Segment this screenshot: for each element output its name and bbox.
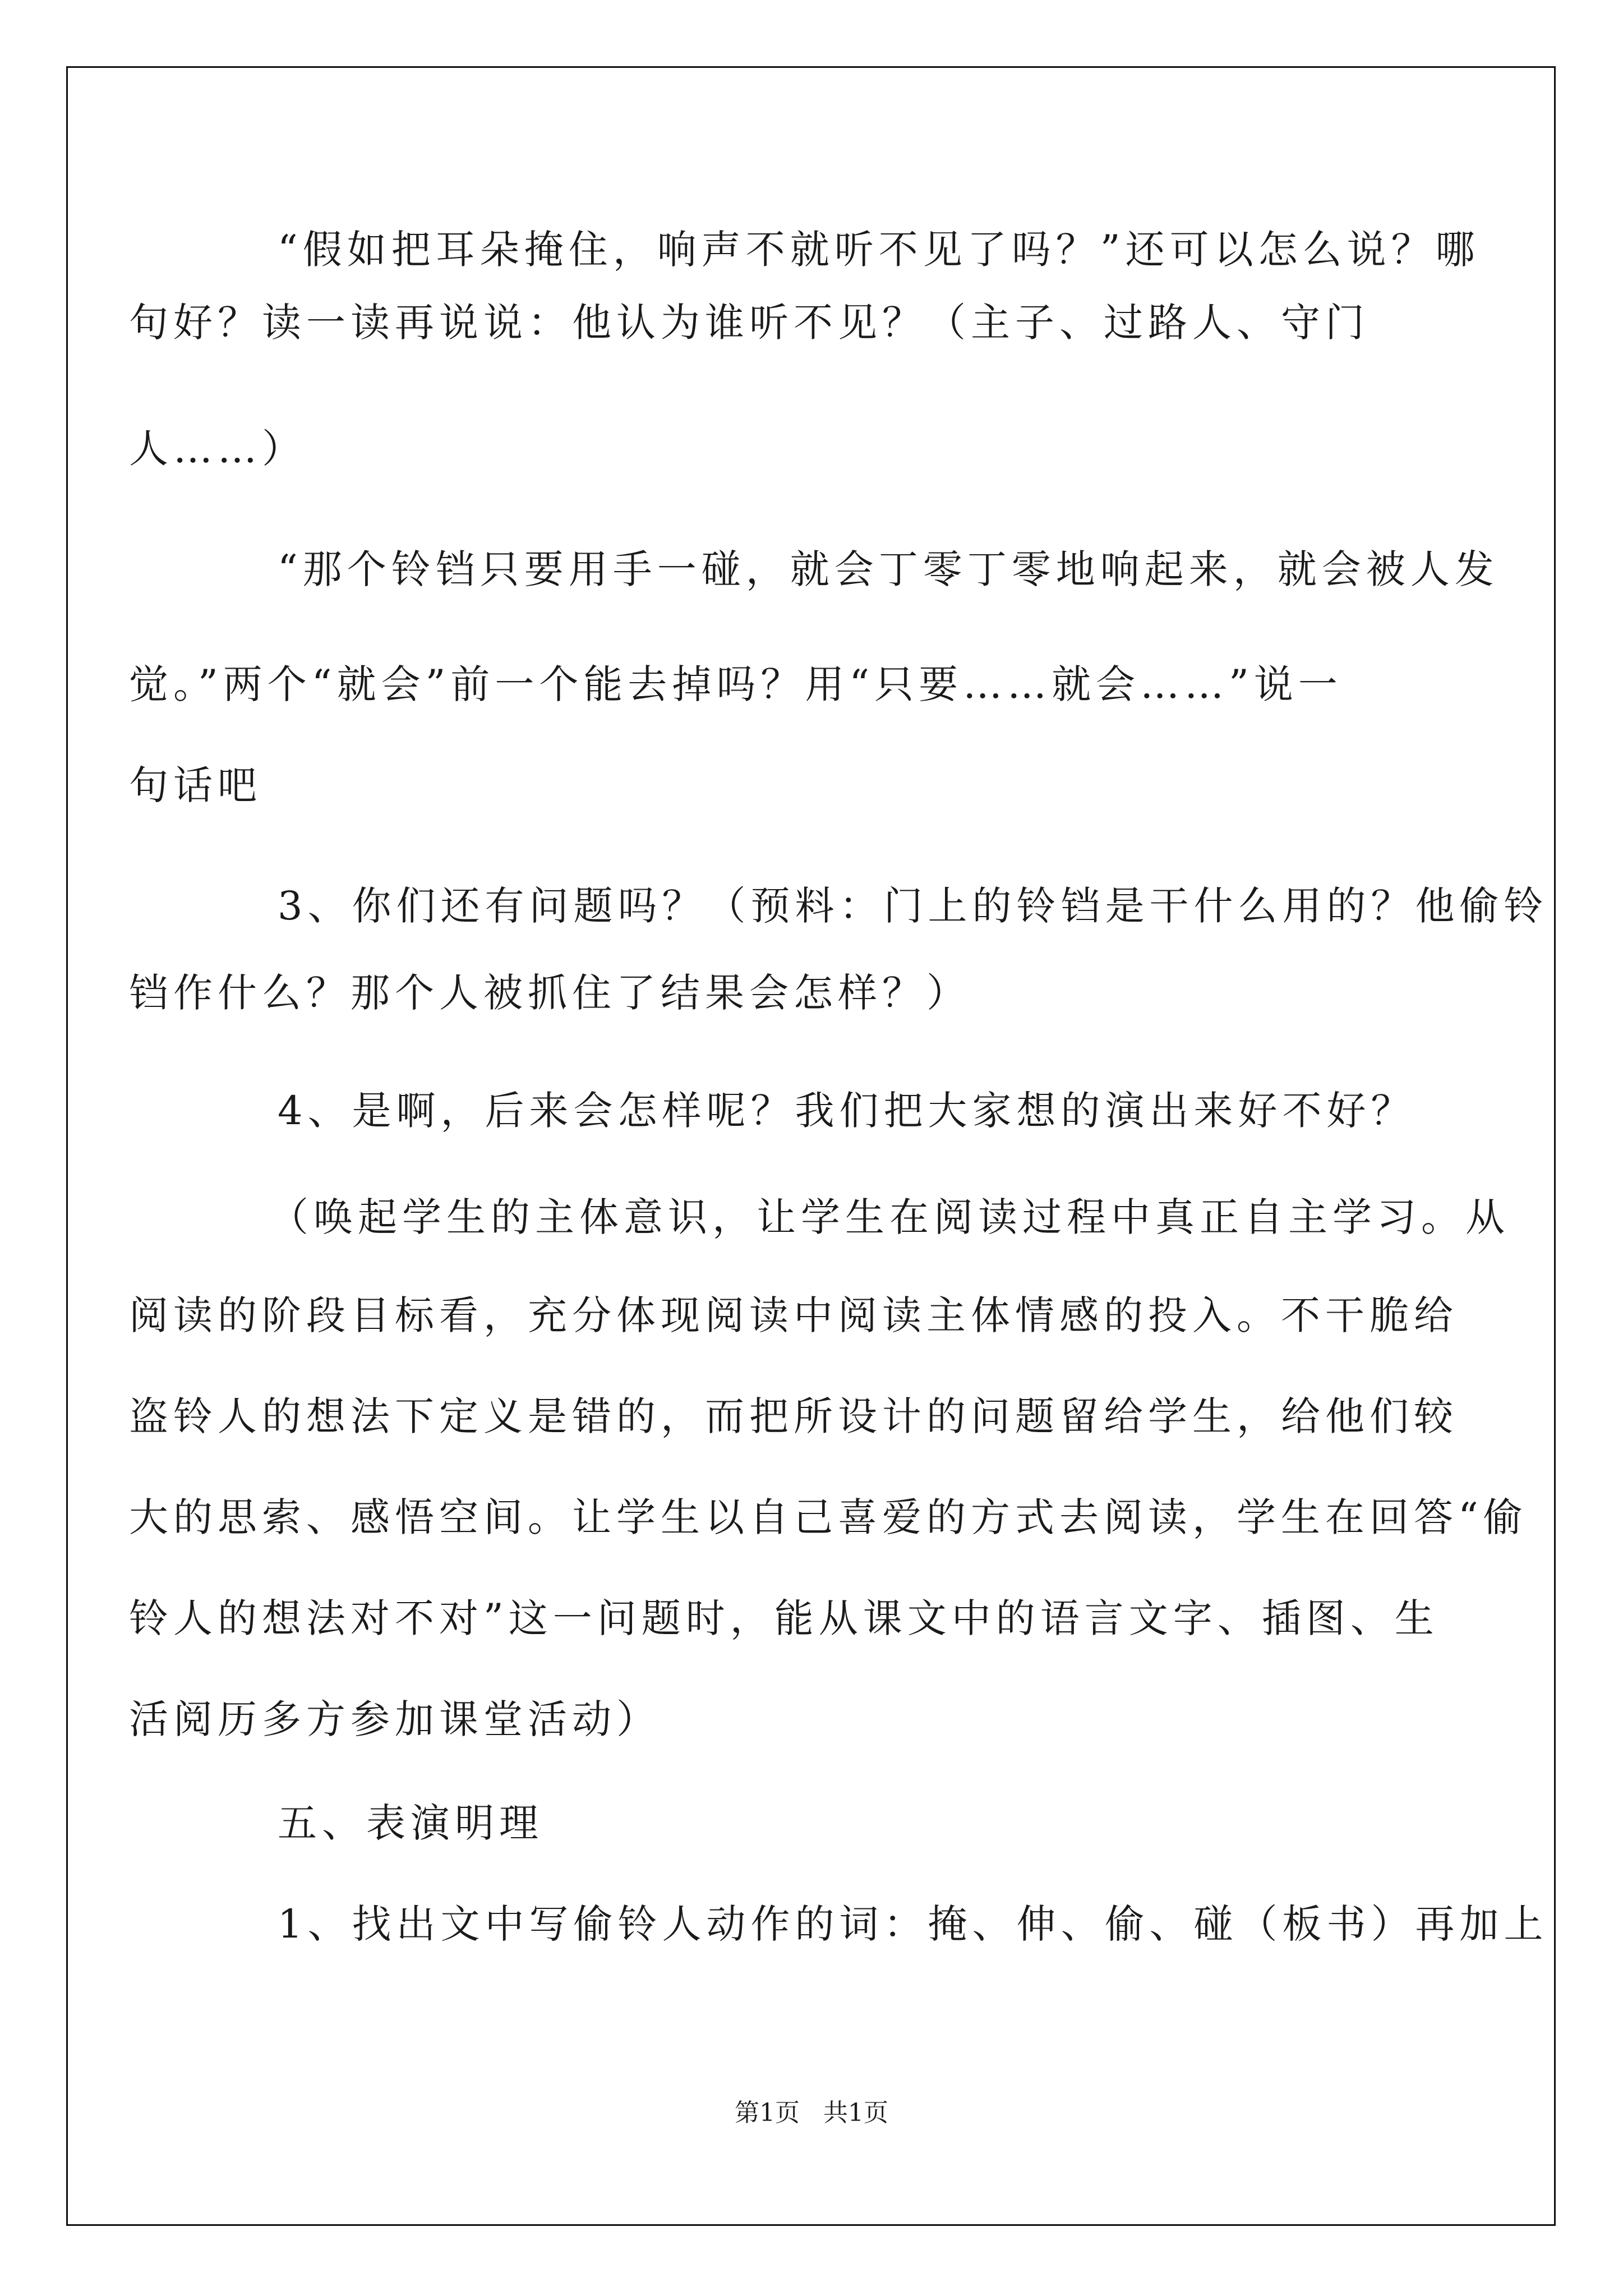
text-line: 大的思索、感悟空间。让学生以自己喜爱的方式去阅读，学生在回答“偷 — [129, 1494, 1528, 1540]
text-line: 句好？读一读再说说：他认为谁听不见？（主子、过路人、守门 — [129, 300, 1370, 346]
text-line: 1、找出文中写偷铃人动作的词：掩、伸、偷、碰（板书）再加上 — [278, 1901, 1548, 1947]
text-line: 觉。”两个“就会”前一个能去掉吗？用“只要……就会……”说一 — [129, 661, 1343, 707]
text-line: 活阅历多方参加课堂活动） — [129, 1696, 661, 1742]
text-line: “那个铃铛只要用手一碰，就会丁零丁零地响起来，就会被人发 — [278, 546, 1499, 592]
page-footer: 第1页 共1页 — [735, 2099, 888, 2127]
text-line: （唤起学生的主体意识，让学生在阅读过程中真正自主学习。从 — [269, 1194, 1510, 1240]
text-line: 铛作什么？那个人被抓住了结果会怎样？） — [129, 970, 971, 1016]
text-line: 3、你们还有问题吗？（预料：门上的铃铛是干什么用的？他偷铃 — [278, 883, 1548, 929]
text-line: “假如把耳朵掩住，响声不就听不见了吗？”还可以怎么说？哪 — [278, 227, 1480, 273]
text-line: 4、是啊，后来会怎样呢？我们把大家想的演出来好不好？ — [278, 1088, 1415, 1134]
text-line: 阅读的阶段目标看，充分体现阅读中阅读主体情感的投入。不干脆给 — [129, 1292, 1458, 1338]
text-line: 句话吧 — [129, 762, 262, 808]
section-heading: 五、表演明理 — [278, 1800, 543, 1846]
text-line: 铃人的想法对不对”这一问题时，能从课文中的语言文字、插图、生 — [129, 1595, 1439, 1641]
text-line: 人……） — [129, 426, 306, 472]
text-line: 盗铃人的想法下定义是错的，而把所设计的问题留给学生，给他们较 — [129, 1393, 1458, 1439]
